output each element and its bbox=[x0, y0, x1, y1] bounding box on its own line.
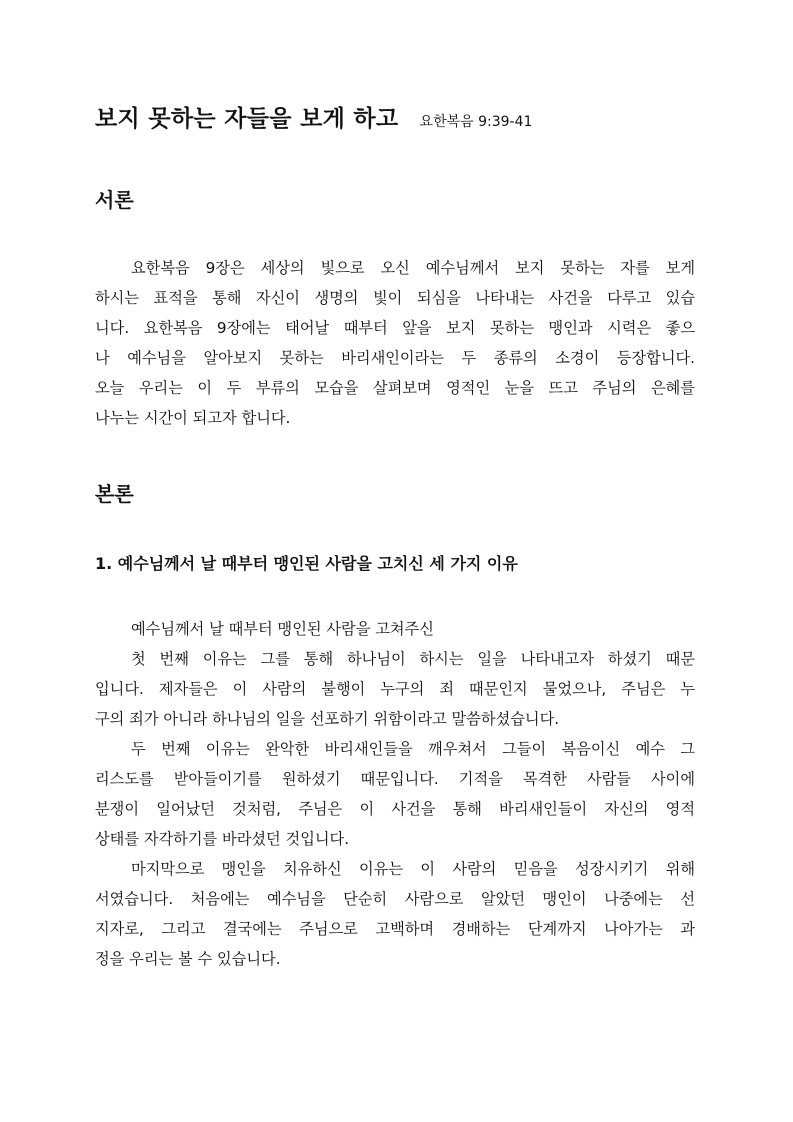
intro-line: 요한복음 9장은 세상의 빛으로 오신 예수님께서 보지 못하는 자를 보게 bbox=[131, 259, 695, 277]
intro-line: 나누는 시간이 되고자 합니다. bbox=[95, 409, 291, 427]
document-title: 보지 못하는 자들을 보게 하고 bbox=[95, 106, 399, 132]
intro-paragraph bbox=[95, 253, 695, 433]
intro-line: 나 예수님을 알아보지 못하는 바리새인이라는 두 종류의 소경이 등장합니다. bbox=[95, 349, 695, 367]
section1-heading: 1. 예수님께서 날 때부터 맹인된 사람을 고치신 세 가지 이유 bbox=[95, 554, 518, 573]
section1-para1-line: 입니다. 제자들은 이 사람의 불행이 누구의 죄 때문인지 물었으나, 주님은 누 bbox=[95, 680, 695, 698]
section1-lead-line: 예수님께서 날 때부터 맹인된 사람을 고쳐주신 bbox=[131, 620, 434, 638]
section1-para1-line: 첫 번째 이유는 그를 통해 하나님이 하시는 일을 나타내고자 하셨기 때문 bbox=[131, 650, 695, 668]
section1-para2-line: 상태를 자각하기를 바라셨던 것입니다. bbox=[95, 830, 350, 848]
section1-para3-line: 지자로, 그리고 결국에는 주님으로 고백하며 경배하는 단계까지 나아가는 과 bbox=[95, 920, 695, 938]
intro-line: 하시는 표적을 통해 자신이 생명의 빛이 되심을 나타내는 사건을 다루고 있습 bbox=[95, 289, 695, 307]
section1-para2-line: 분쟁이 일어났던 것처럼, 주님은 이 사건을 통해 바리새인들이 자신의 영적 bbox=[95, 800, 695, 818]
section1-para3-line: 정을 우리는 볼 수 있습니다. bbox=[95, 950, 281, 968]
scripture-reference: 요한복음 9:39-41 bbox=[419, 114, 533, 130]
section1-para3-line: 서였습니다. 처음에는 예수님을 단순히 사람으로 알았던 맹인이 나중에는 선 bbox=[95, 890, 695, 908]
intro-line: 오늘 우리는 이 두 부류의 모습을 살펴보며 영적인 눈을 뜨고 주님의 은혜를 bbox=[95, 379, 695, 397]
section1-para3-line: 마지막으로 맹인을 치유하신 이유는 이 사람의 믿음을 성장시키기 위해 bbox=[131, 860, 695, 878]
body-heading: 본론 bbox=[95, 482, 134, 506]
section1-paragraph bbox=[95, 614, 695, 974]
intro-line: 니다. 요한복음 9장에는 태어날 때부터 앞을 보지 못하는 맹인과 시력은 좋으 bbox=[95, 319, 695, 337]
section1-para2-line: 두 번째 이유는 완악한 바리새인들을 깨우쳐서 그들이 복음이신 예수 그 bbox=[131, 740, 695, 758]
title-row bbox=[95, 100, 532, 133]
intro-heading: 서론 bbox=[95, 188, 134, 212]
section1-para1-line: 구의 죄가 아니라 하나님의 일을 선포하기 위함이라고 말씀하셨습니다. bbox=[95, 710, 560, 728]
section1-para2-line: 리스도를 받아들이기를 원하셨기 때문입니다. 기적을 목격한 사람들 사이에 bbox=[95, 770, 695, 788]
